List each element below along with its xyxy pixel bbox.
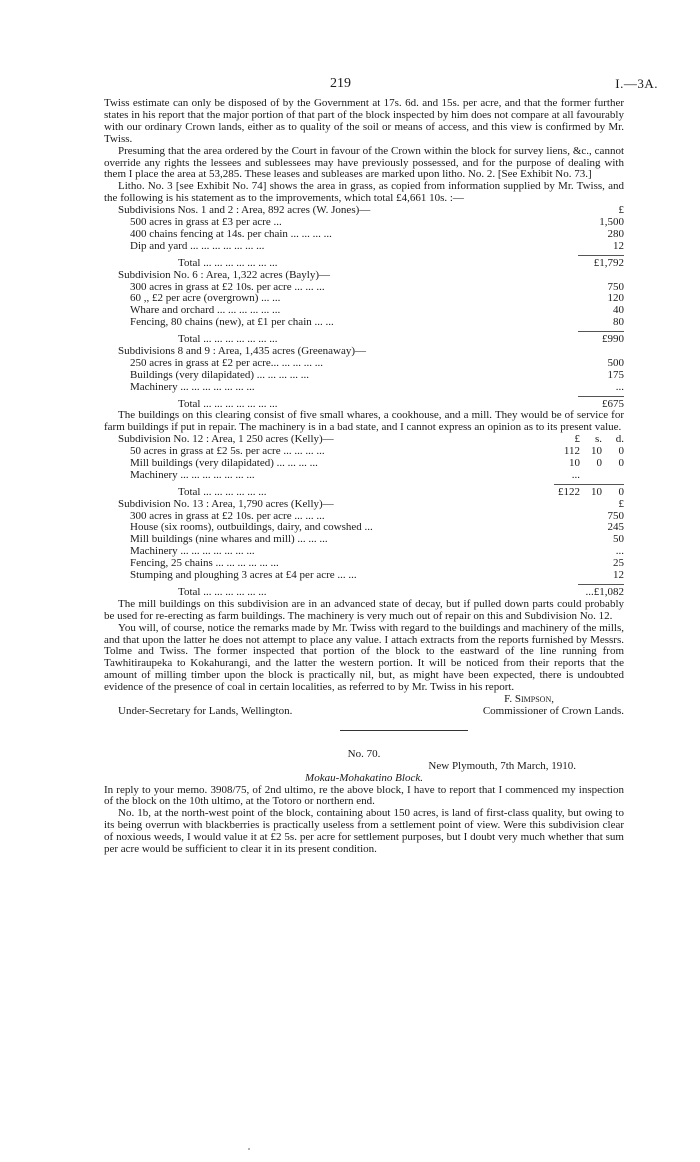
table-row-label: Mill buildings (very dilapidated) ... ... ... ... [130, 458, 318, 469]
sum-rule [578, 584, 624, 585]
paragraph: Presuming that the area ordered by the Court in favour of the Crown within the block for survey liens, &c., cannot override any rights the lessees and sublessees may have previously possessed, and for the purpose of dealing with them I place the area at 53,285. These leases and subleases are marked upon litho. No. 2. [See Exhibit No. 73.] [104, 144, 624, 181]
currency-unit: £ [618, 497, 624, 510]
letter-dateline: New Plymouth, 7th March, 1910. [428, 759, 576, 772]
pence-value: 0 [618, 457, 624, 469]
total-label: Total ... ... ... ... ... ... ... [178, 334, 278, 346]
column-header: £ [574, 433, 580, 446]
paragraph: The mill buildings on this subdivision are in an advanced state of decay, but if pulled down parts could probably be used for re-erecting as farm buildings. The machinery is very much out of repair on this and Subdivision No. 12. [104, 597, 624, 622]
table-row-value: 12 [613, 569, 624, 582]
column-header: s. [594, 433, 602, 446]
improvements-table-sub12 [104, 434, 624, 498]
sum-rule [554, 484, 624, 485]
table-row-label: 60 ,, £2 per acre (overgrown) ... ... [130, 293, 281, 305]
sum-rule [578, 331, 624, 332]
document-body [104, 98, 624, 856]
table-row-label: 50 acres in grass at £2 5s. per acre ... ... ... ... [130, 446, 325, 458]
total-value: £990 [602, 333, 624, 346]
sum-rule [578, 255, 624, 256]
table-heading: Subdivisions Nos. 1 and 2 : Area, 892 acres (W. Jones)— [118, 205, 371, 217]
letter-title: Mokau-Mohakatino Block. [305, 771, 423, 784]
table-row-value: 1,500 [599, 216, 624, 229]
table-row-value: 175 [607, 368, 624, 381]
improvements-table-sub6 [104, 270, 624, 346]
total-pence: 0 [618, 485, 624, 498]
table-row-value: 245 [607, 521, 624, 534]
paragraph: In reply to your memo. 3908/75, of 2nd ultimo, re the above block, I have to report that I commenced my inspection of the block on the 10th ultimo, at the Totoro or northern end. [104, 783, 624, 808]
table-row-label: Fencing, 80 chains (new), at £1 per chain ... ... [130, 317, 334, 329]
improvements-table-sub1 [104, 205, 624, 269]
table-row-label: 400 chains fencing at 14s. per chain ... ... ... ... [130, 228, 332, 240]
table-row-label: 250 acres in grass at £2 per acre... ... ... ... ... [130, 357, 324, 369]
column-header: d. [615, 433, 624, 446]
shillings-value: 0 [596, 457, 602, 469]
table-row-label: Machinery ... ... ... ... ... ... ... [130, 381, 255, 393]
document-reference: I.—3A. [615, 76, 658, 91]
total-label: Total ... ... ... ... ... ... ... [178, 257, 278, 269]
table-row-label: 300 acres in grass at £2 10s. per acre ... ... ... [130, 510, 325, 522]
table-row-value: 500 [607, 356, 624, 369]
table-row-label: Dip and yard ... ... ... ... ... ... ... [130, 240, 265, 252]
letter-number: No. 70. [347, 747, 381, 760]
sum-rule [578, 396, 624, 397]
table-row-label: 500 acres in grass at £3 per acre ... [130, 217, 282, 229]
signatory-title: Commissioner of Crown Lands. [482, 704, 624, 717]
paragraph: Litho. No. 3 [see Exhibit No. 74] shows the area in grass, as copied from information supplied by Mr. Twiss, and the following is his statement as to the improvements, which total £4,661 10s. :— [104, 180, 624, 205]
table-row-label: Buildings (very dilapidated) ... ... ... ... ... [130, 369, 310, 381]
table-row-label: Fencing, 25 chains ... ... ... ... ... ... [130, 558, 279, 570]
paragraph: The buildings on this clearing consist of five small whares, a cookhouse, and a mill. They would be of service for farm buildings if put in repair. The machinery is in a bad state, and I cannot express an opinion as to its present value. [104, 409, 624, 434]
table-row-value: 750 [607, 509, 624, 522]
table-heading: Subdivisions 8 and 9 : Area, 1,435 acres (Greenaway)— [118, 345, 367, 357]
table-row-label: Whare and orchard ... ... ... ... ... ... [130, 305, 281, 317]
paragraph: No. 1b, at the north-west point of the block, containing about 150 acres, is land of first-class quality, but owing to its being overrun with blackberries is practically useless from a settlement point of view. Were this subdivision clear of noxious weeds, I would value it at £2 5s. per acre for settlement purposes, but I doubt very much whether that sum per acre would be sufficient to clear it in its present condition. [104, 807, 624, 856]
table-row-label: 300 acres in grass at £2 10s. per acre ... ... ... [130, 281, 325, 293]
total-value: £1,792 [593, 256, 624, 269]
total-label: Total ... ... ... ... ... ... [178, 586, 267, 598]
shillings-value: 10 [591, 445, 602, 458]
table-row-label: Machinery ... ... ... ... ... ... ... [130, 469, 255, 481]
table-row-value: 40 [613, 304, 624, 317]
pounds-value: 112 [563, 445, 580, 458]
total-value: ...£1,082 [585, 585, 624, 598]
table-heading: Subdivision No. 6 : Area, 1,322 acres (Bayly)— [118, 269, 331, 281]
table-row-value: 120 [607, 292, 624, 305]
pence-value [606, 470, 624, 482]
table-row-label: Machinery ... ... ... ... ... ... ... [130, 546, 255, 558]
table-row-value: 25 [613, 557, 624, 570]
paragraph: You will, of course, notice the remarks made by Mr. Twiss with regard to the buildings and machinery of the mills, and that upon the latter he does not attempt to place any value. I attach extracts from the reports furnished by Messrs. Tolme and Twiss. The former inspected that portion of the block to the eastward of the line running from Tawhitiraupeka to Kokahurangi, and the latter the western portion. It will be noticed from their reports that the amount of milling timber upon the block is practically nil, but, as might have been expected, there is undoubted evidence of the presence of coal in certain localities, as referred to by Mr. Twiss in his report. [104, 621, 624, 694]
page-mark [248, 1148, 250, 1150]
table-row-value: ... [615, 380, 624, 393]
page-number: 219 [330, 76, 351, 91]
paragraph: Twiss estimate can only be disposed of by the Government at 17s. 6d. and 15s. per acre, and that the former further states in his report that the major portion of that part of the block inspected by him does not compare at all favourably with our ordinary Crown lands, either as to quality of the soil or means of access, and this view is confirmed by Mr. Twiss. [104, 97, 624, 145]
total-pounds: £122 [558, 485, 580, 498]
currency-unit: £ [618, 204, 624, 217]
table-row-value: 12 [613, 239, 624, 252]
total-label: Total ... ... ... ... ... ... ... [178, 398, 278, 410]
improvements-table-sub13 [104, 499, 624, 599]
table-row-value: 750 [607, 280, 624, 293]
signatory-name: F. Simpson, [504, 693, 554, 706]
total-value: £675 [602, 397, 624, 410]
pounds-value: 10 [569, 457, 580, 469]
shillings-value [584, 470, 602, 482]
table-row-label: Mill buildings (nine whares and mill) ... ... ... [130, 534, 328, 546]
table-row-value: 50 [613, 533, 624, 546]
table-row-label: House (six rooms), outbuildings, dairy, and cowshed ... [130, 522, 373, 534]
total-shillings: 10 [591, 485, 602, 498]
table-heading: Subdivision No. 13 : Area, 1,790 acres (Kelly)— [118, 498, 334, 510]
improvements-table-sub8 [104, 346, 624, 410]
pounds-value: ... [571, 468, 580, 481]
table-row-label: Stumping and ploughing 3 acres at £4 per acre ... ... [130, 570, 357, 582]
table-heading: Subdivision No. 12 : Area, 1 250 acres (Kelly)— [118, 434, 334, 446]
signature-block [104, 706, 624, 718]
table-row-value: ... [615, 545, 624, 558]
addressee: Under-Secretary for Lands, Wellington. [118, 704, 293, 717]
pence-value: 0 [618, 445, 624, 458]
total-label: Total ... ... ... ... ... ... [178, 486, 267, 498]
table-row-value: 280 [607, 227, 624, 240]
table-row-value: 80 [613, 316, 624, 329]
section-divider [340, 730, 468, 731]
